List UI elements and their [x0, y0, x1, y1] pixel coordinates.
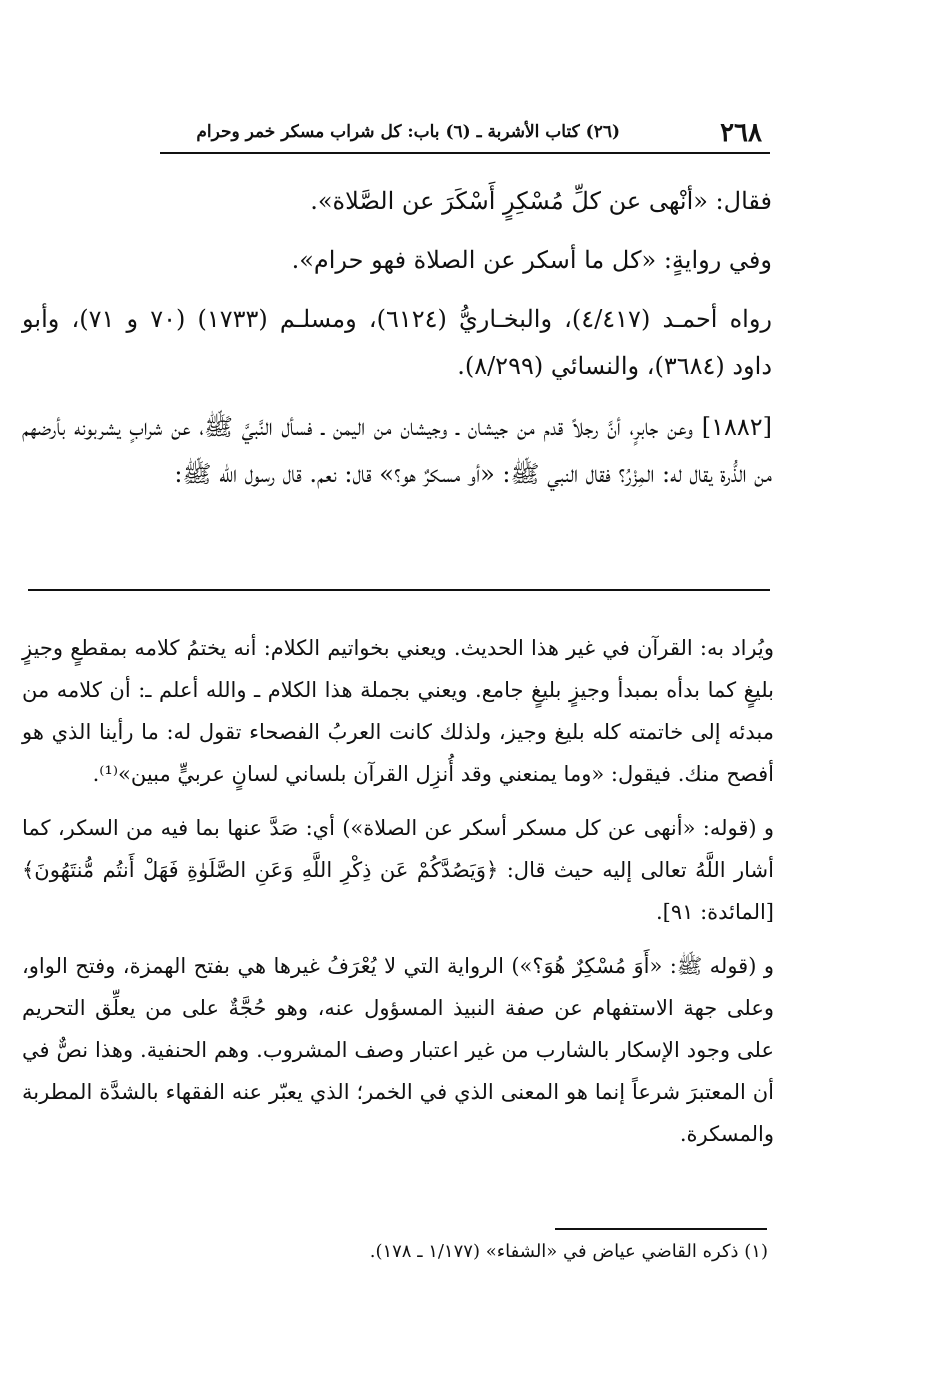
commentary-paragraph: ويُراد به: القرآن في غير هذا الحديث. ويعني بخواتيم الكلام: أنه يختمُ كلامه بمقطعٍ وجيزٍ بليغٍ كما بدأه بمبدأ وجيزٍ بليغٍ جامع. ويعني بجملة هذا الكلام ـ والله أعلم ـ: أن كلامه من مبدئه إلى خاتمته كله بليغ وجيز، ولذلك كانت العربُ الفصحاء تقول له: ما رأينا الذي هو أفصح منك. فيقول: «وما يمنعني وقد أُنزِل القرآن بلساني لسانٍ عربيٍّ مبين»⁽¹⁾.	[22, 636, 774, 786]
footnote-rule	[555, 1228, 767, 1230]
commentary-paragraph: و (قوله: «أنهى عن كل مسكر أسكر عن الصلاة») أي: صَدَّ عنها بما فيه من السكر، كما أشار اللَّهُ تعالى إليه حيث قال: ﴿وَيَصُدَّكُمْ عَن ذِكْرِ اللَّهِ وَعَنِ الصَّلَوٰةِ فَهَلْ أَنتُم مُّنتَهُونَ﴾ [المائدة: ٩١].	[22, 816, 774, 924]
page-number: ٢٦٨	[720, 118, 762, 148]
hadith-sources: رواه أحمـد (٤/٤١٧)، والبخـاريُّ (٦١٢٤)، ومسلـم (١٧٣٣) (٧٠ و ٧١)، وأبو داود (٣٦٨٤)، والنسائي (٨/٢٩٩).	[22, 305, 773, 380]
running-header	[160, 112, 770, 154]
commentary	[22, 627, 774, 1155]
text-separator	[28, 589, 770, 591]
hadith-line: فقال: «أنْهى عن كلِّ مُسْكِرٍ أَسْكَرَ عن الصَّلاة».	[310, 187, 772, 215]
hadith-text	[22, 178, 772, 498]
hadith-variant: وفي روايةٍ: «كل ما أسكر عن الصلاة فهو حرام».	[291, 246, 772, 274]
commentary-paragraph: و (قوله ﷺ: «أَوَ مُسْكِرٌ هُوَ؟») الرواية التي لا يُعْرَفُ غيرها هي بفتح الهمزة، وفتح الواو، وعلى جهة الاستفهام عن صفة النبيذ المسؤول عنه، وهو حُجَّةٌ على من يعلِّق التحريم على وجود الإسكار بالشارب من غير اعتبار وصف المشروب. وهم الحنفية. وهذا نصٌّ في أن المعتبرَ شرعاً إنما هو المعنى الذي في الخمر؛ الذي يعبّر عنه الفقهاء بالشدَّة المطربة والمسكرة.	[22, 954, 774, 1146]
hadith-1882: [١٨٨٢] وعن جابرٍ، أنَّ رجلاً قدم من جيشان ـ وجيشان من اليمن ـ فسأل النَّبيَّ ﷺ، عن شرابٍ يشربونه بأرضهم من الذُّرة يقال له: المِزْرُ؟ فقال النبي ﷺ: «أو مسكرٌ هو؟» قال: نعم. قال رسول الله ﷺ:	[22, 413, 772, 488]
footnote: (١) ذكره القاضي عياض في «الشفاء» (١/١٧٧ ـ ١٧٨).	[369, 1241, 768, 1262]
running-title: (٢٦) كتاب الأشربة ـ (٦) باب: كل شراب مسكر خمر وحرام	[196, 122, 620, 142]
